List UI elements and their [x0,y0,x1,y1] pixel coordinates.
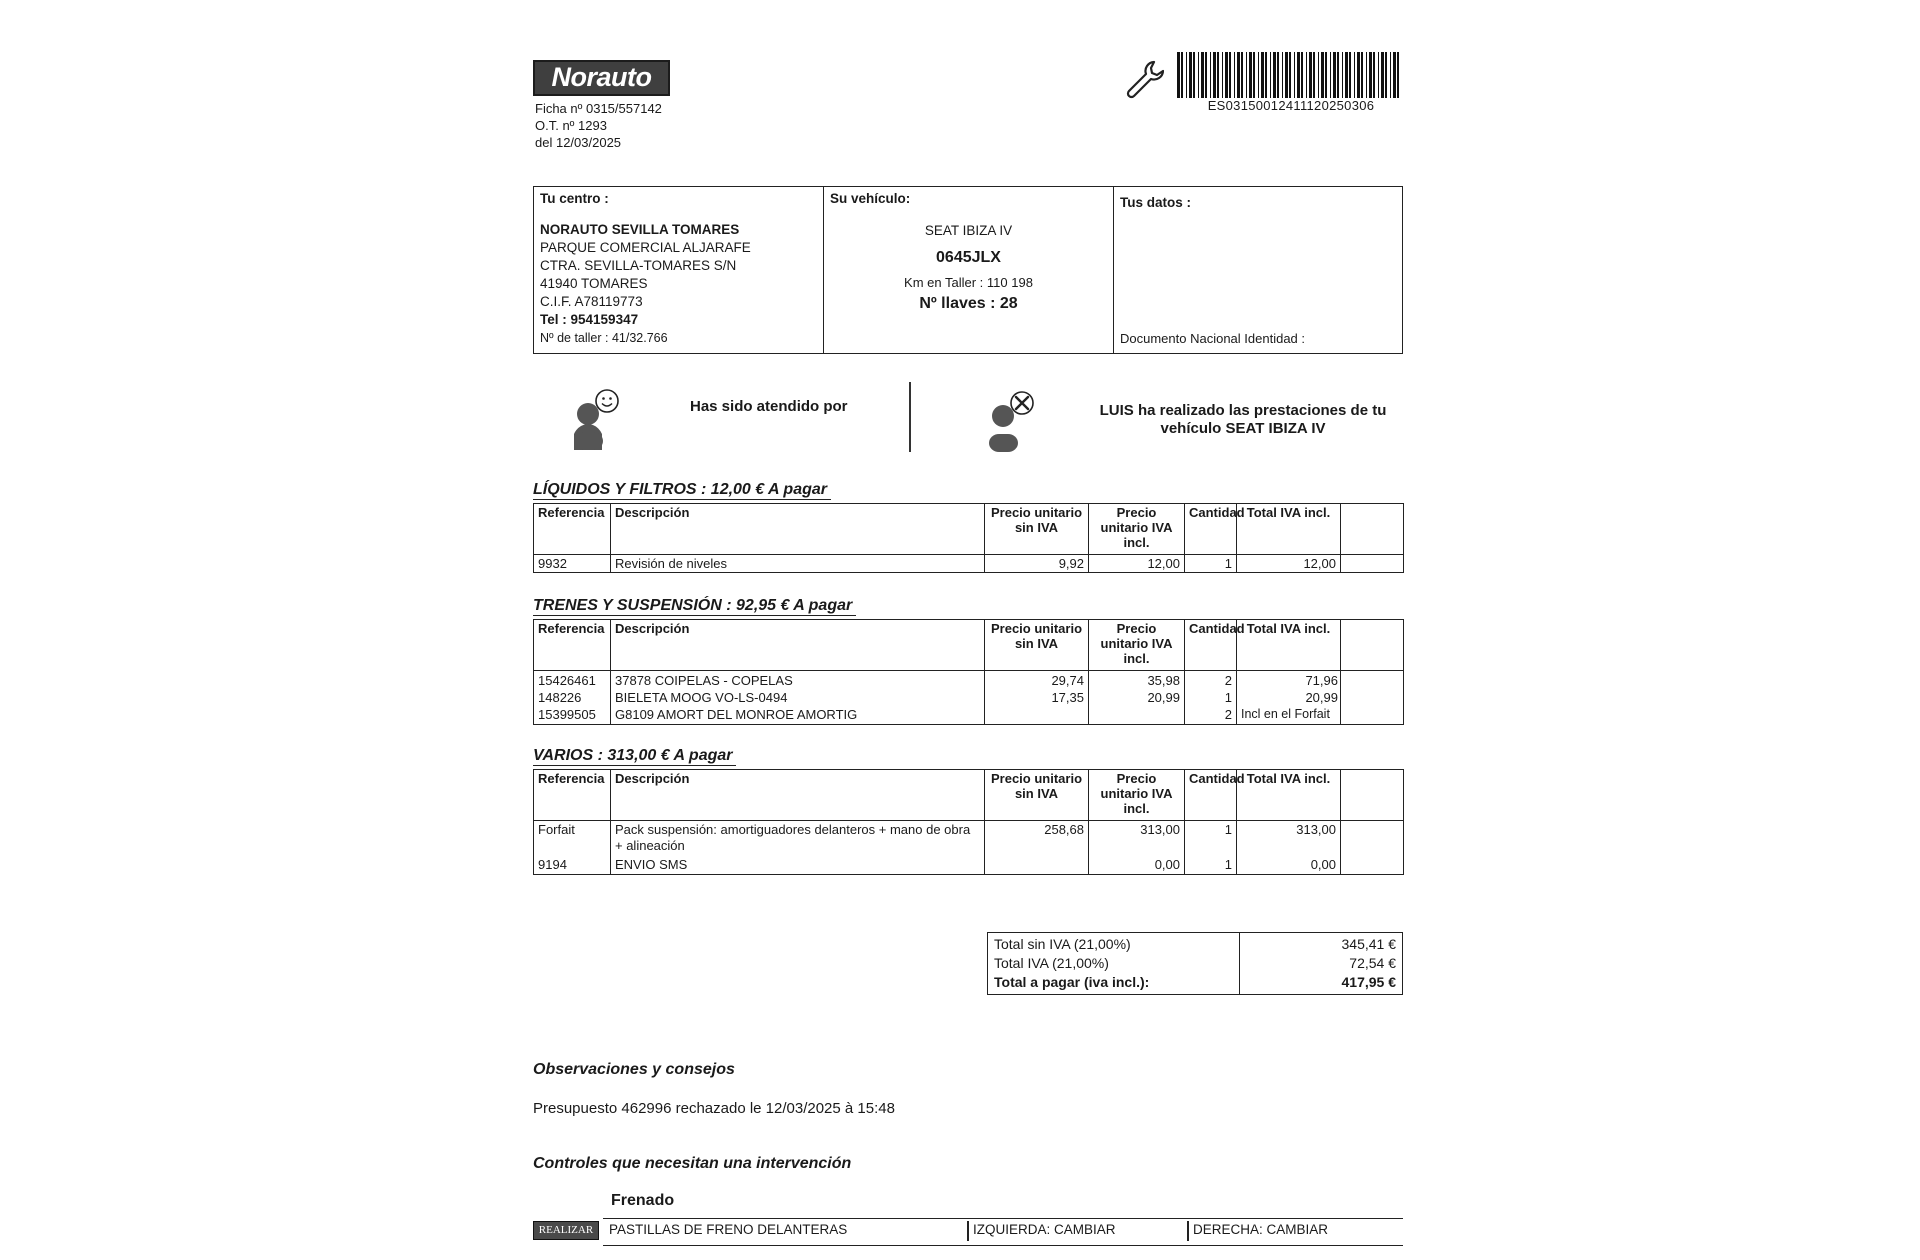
item-pu-sin: 9,92 [985,555,1089,573]
col-ref: Referencia [534,770,611,821]
item-desc: G8109 AMORT DEL MONROE AMORTIG [615,707,858,722]
controles-title: Controles que necesitan una intervención [533,1155,852,1172]
centro-phone: 954159347 [570,312,639,327]
item-cant: 1 [1224,822,1232,837]
item-desc: 37878 COIPELAS - COPELAS [615,673,793,688]
item-total: 0,00 [1310,857,1336,872]
attended-label: Has sido atendido por [690,398,848,415]
barcode [1177,52,1402,98]
table-row [534,555,1404,573]
norauto-logo: Norauto [533,60,670,96]
centro-column [534,187,824,353]
vehicle-model: SEAT IBIZA IV [924,223,1013,238]
col-cant: Cantidad [1185,504,1237,555]
performed-by [1083,402,1403,438]
item-pu-sin [989,706,1084,723]
total-sin-iva: 345,41 € [1341,936,1396,952]
control-item: PASTILLAS DE FRENO DELANTERAS [609,1222,848,1237]
item-total: 313,00 [1296,822,1336,837]
vehicle-plate: 0645JLX [936,249,1001,266]
performed-line: vehículo SEAT IBIZA IV [1160,420,1326,437]
tel-label: Tel : [540,312,567,327]
centro-name: NORAUTO SEVILLA TOMARES [540,222,740,237]
info-box [533,186,1403,354]
item-ref: Forfait [538,822,575,837]
section-title-trenes: TRENES Y SUSPENSIÓN : 92,95 € A pagar [533,597,856,616]
divider [909,382,911,452]
item-pu-con: 20,99 [1147,690,1180,705]
col-total: Total IVA incl. [1237,770,1341,821]
col-cant: Cantidad [1185,620,1237,671]
item-pu-con: 313,00 [1140,822,1180,837]
item-ref: 9194 [538,857,567,872]
items-table-varios [533,769,1404,875]
datos-label: Tus datos : [1120,195,1192,210]
items-table-liquidos [533,503,1404,573]
vehiculo-label: Su vehículo: [830,191,911,206]
total-iva: 72,54 € [1349,955,1396,971]
centro-line: CTRA. SEVILLA-TOMARES S/N [540,258,737,273]
col-desc: Descripción [611,620,985,671]
centro-line: 41940 TOMARES [540,276,648,291]
ficha-number: Ficha nº 0315/557142 [535,101,662,116]
wrench-icon [1124,58,1164,100]
col-ref: Referencia [534,620,611,671]
col-ref: Referencia [534,504,611,555]
item-pu-sin: 29,74 [1051,673,1084,688]
mechanic-person-icon [989,390,1035,452]
item-total: Incl en el Forfait [1241,707,1330,721]
item-pu-con: 12,00 [1089,555,1185,573]
col-total: Total IVA incl. [1237,620,1341,671]
item-cant: 1 [1185,555,1237,573]
item-ref: 15426461 [538,673,596,688]
control-row [603,1218,1403,1246]
total-pagar-label: Total a pagar (iva incl.): [994,974,1150,990]
item-ref: 148226 [538,690,582,705]
col-pu-sin: Precio unitario sin IVA [985,504,1089,555]
col-cant: Cantidad [1185,770,1237,821]
item-desc: BIELETA MOOG VO-LS-0494 [615,690,788,705]
observaciones-text: Presupuesto 462996 rechazado le 12/03/2025 à 15:48 [533,1100,895,1117]
item-pu-con [1093,706,1180,723]
realizar-badge: REALIZAR [533,1221,599,1240]
item-ref: 15399505 [538,707,596,722]
item-total: 12,00 [1237,555,1341,573]
control-derecha: DERECHA: CAMBIAR [1193,1222,1329,1237]
total-pagar: 417,95 € [1341,974,1396,990]
table-row [534,671,1404,725]
centro-line: C.I.F. A78119773 [540,294,643,309]
table-row [534,821,1404,875]
col-pu-con: Precio unitario IVA incl. [1089,504,1185,555]
col-pu-con: Precio unitario IVA incl. [1089,620,1185,671]
control-group-frenado: Frenado [611,1192,675,1209]
barcode-number: ES03150012411120250306 [1207,98,1375,113]
item-ref: 9932 [534,555,611,573]
item-cant: 2 [1224,673,1232,688]
item-pu-sin: 258,68 [1044,822,1084,837]
vehicle-km: Km en Taller : 110 198 [904,275,1033,290]
item-cant: 2 [1224,707,1232,722]
datos-column [1114,187,1404,353]
total-iva-label: Total IVA (21,00%) [994,955,1109,971]
col-pu-sin: Precio unitario sin IVA [985,770,1089,821]
centro-line: PARQUE COMERCIAL ALJARAFE [540,240,751,255]
invoice-date: del 12/03/2025 [535,135,622,150]
col-total: Total IVA incl. [1237,504,1341,555]
divider [1187,1221,1189,1241]
section-title-liquidos: LÍQUIDOS Y FILTROS : 12,00 € A pagar [533,481,831,500]
vehiculo-column [824,187,1114,353]
centro-label: Tu centro : [540,191,609,206]
item-pu-con: 0,00 [1154,857,1180,872]
totals-table [987,932,1403,995]
item-total: 20,99 [1305,690,1338,705]
item-desc: Pack suspensión: amortiguadores delanteros + mano de obra + alineación [615,822,971,853]
vehicle-keys: Nº llaves : 28 [919,295,1018,312]
item-pu-sin [989,856,1084,873]
section-title-varios: VARIOS : 313,00 € A pagar [533,747,736,766]
item-pu-sin: 17,35 [1051,690,1084,705]
performed-line: LUIS ha realizado las prestaciones de tu [1099,402,1387,419]
item-total: 71,96 [1305,673,1338,688]
item-desc: Revisión de niveles [611,555,985,573]
observaciones-title: Observaciones y consejos [533,1061,735,1078]
control-izquierda: IZQUIERDA: CAMBIAR [973,1222,1116,1237]
col-pu-sin: Precio unitario sin IVA [985,620,1089,671]
items-table-trenes [533,619,1404,725]
divider [967,1221,969,1241]
item-cant: 1 [1224,857,1232,872]
dni-label: Documento Nacional Identidad : [1120,331,1306,346]
item-desc: ENVIO SMS [615,857,688,872]
item-cant: 1 [1224,690,1232,705]
taller-number: Nº de taller : 41/32.766 [540,331,668,345]
col-desc: Descripción [611,770,985,821]
col-desc: Descripción [611,504,985,555]
item-pu-con: 35,98 [1147,673,1180,688]
col-pu-con: Precio unitario IVA incl. [1089,770,1185,821]
total-sin-iva-label: Total sin IVA (21,00%) [994,936,1131,952]
ot-number: O.T. nº 1293 [535,118,607,133]
advisor-person-icon [574,388,620,450]
